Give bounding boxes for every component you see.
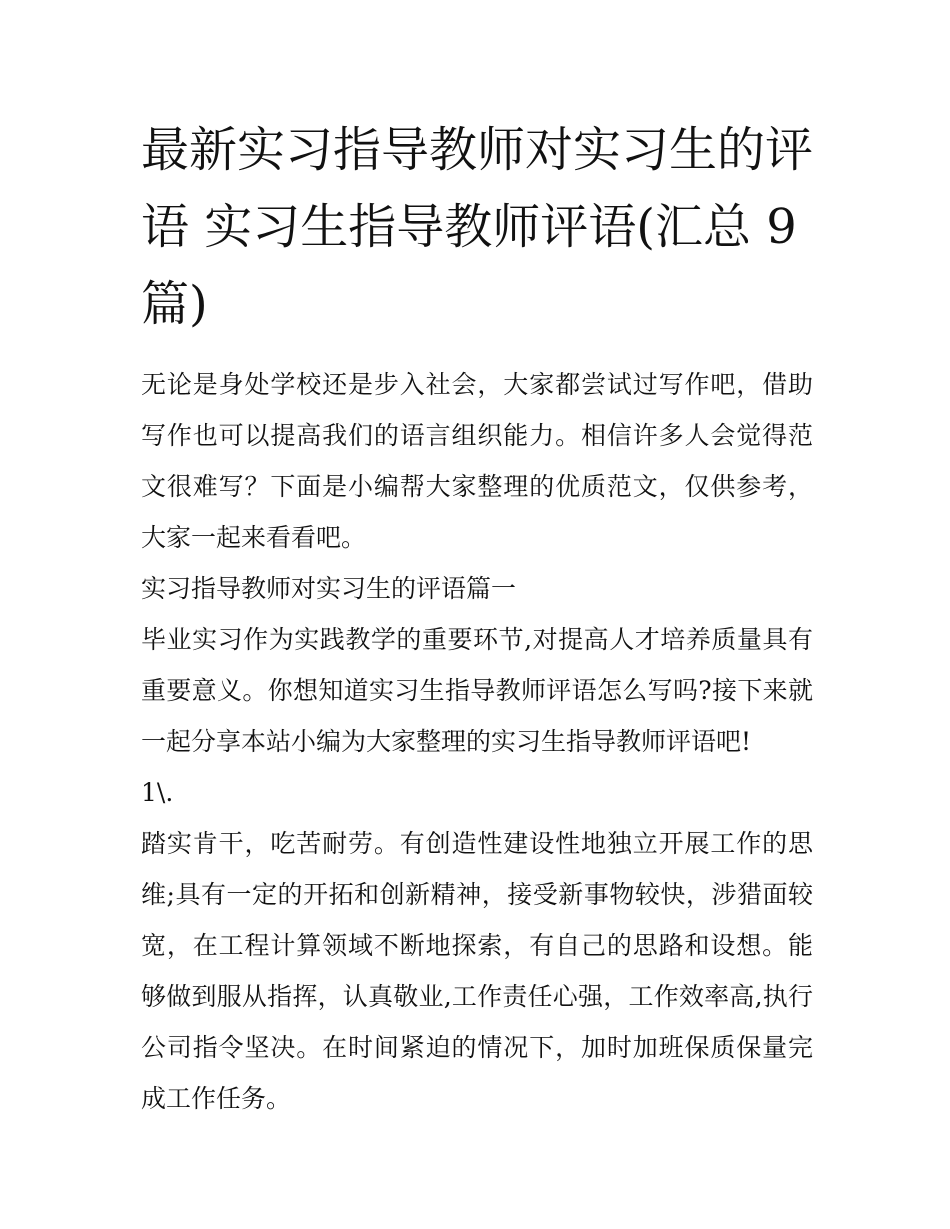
comment-paragraph: 踏实肯干，吃苦耐劳。有创造性建设性地独立开展工作的思维;具有一定的开拓和创新精神，接受新事物较快，涉猎面较宽，在工程计算领域不断地探索，有自己的思路和设想。能够做到服从指挥，认真敬业,工作责任心强，工作效率高,执行公司指令坚决。在时间紧迫的情况下，加时加班保质保量完成工作任务。 — [141, 829, 813, 1113]
document-page — [141, 112, 813, 1124]
section-intro-paragraph: 毕业实习作为实践教学的重要环节,对提高人才培养质量具有重要意义。你想知道实习生指导教师评语怎么写吗?接下来就一起分享本站小编为大家整理的实习生指导教师评语吧! — [141, 625, 813, 756]
document-title: 最新实习指导教师对实习生的评语 实习生指导教师评语(汇总 9 篇) — [141, 122, 814, 332]
intro-paragraph: 无论是身处学校还是步入社会，大家都尝试过写作吧，借助写作也可以提高我们的语言组织能力。相信许多人会觉得范文很难写？下面是小编帮大家整理的优质范文，仅供参考，大家一起来看看吧。 — [141, 370, 813, 552]
section-heading: 实习指导教师对实习生的评语篇一 — [141, 574, 517, 603]
document-body — [141, 359, 813, 1124]
item-number: 1\. — [141, 778, 174, 807]
